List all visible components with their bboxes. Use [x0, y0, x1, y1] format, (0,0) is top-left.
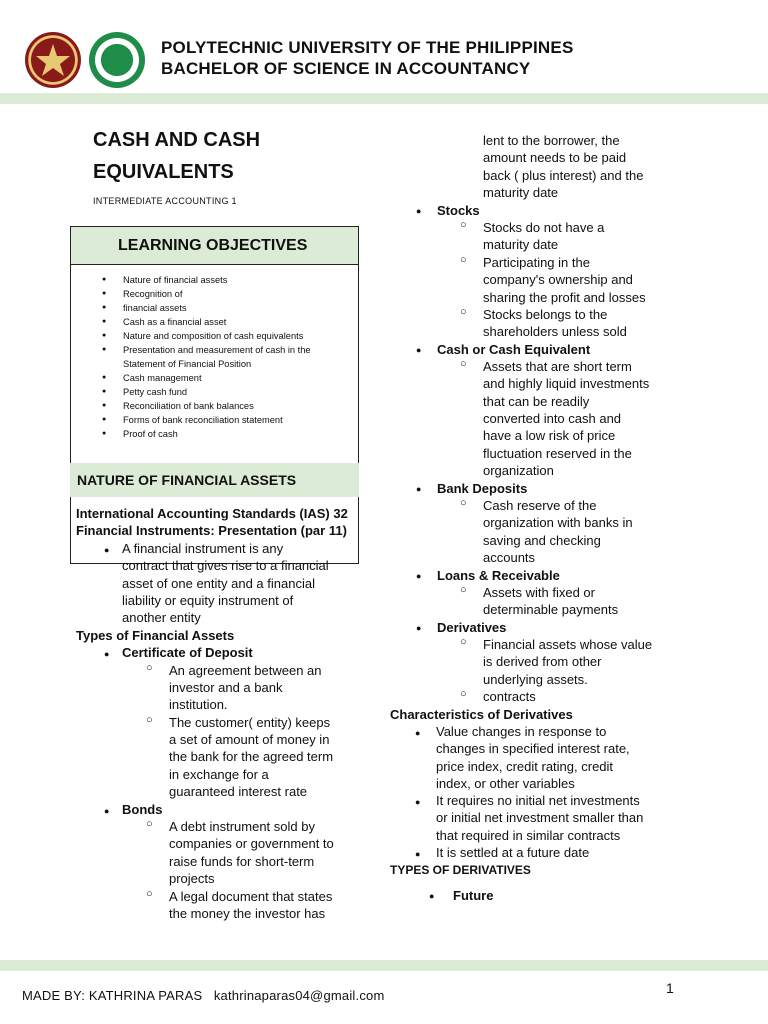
bullet-icon: ● — [416, 623, 422, 633]
bullet-icon: ● — [104, 649, 110, 659]
circle-bullet-icon: ○ — [460, 254, 467, 266]
bonds-line: companies or government to — [169, 836, 334, 851]
derivatives-line: underlying assets. — [483, 672, 588, 687]
list-item: ● Presentation and measurement of cash in the — [71, 343, 358, 357]
list-item: ● Forms of bank reconciliation statement — [71, 413, 358, 427]
learning-objectives-heading: LEARNING OBJECTIVES — [71, 227, 358, 265]
footer-divider — [0, 960, 768, 971]
list-item: ● Recognition of — [71, 287, 358, 301]
cod-line: The customer( entity) keeps — [169, 715, 331, 730]
stocks-line: sharing the profit and losses — [483, 290, 646, 305]
cash-line: that can be readily — [483, 394, 590, 409]
list-item: ● Proof of cash — [71, 427, 358, 441]
cod-line: investor and a bank — [169, 680, 283, 695]
bullet-icon: ● — [416, 206, 422, 216]
document-title-line1: CASH AND CASH — [93, 129, 261, 151]
circle-bullet-icon: ○ — [146, 662, 153, 674]
definition-line: another entity — [122, 610, 201, 625]
circle-bullet-icon: ○ — [460, 584, 467, 596]
circle-bullet-icon: ○ — [146, 818, 153, 830]
loans-line: determinable payments — [483, 602, 619, 617]
cod-line: a set of amount of money in — [169, 732, 330, 747]
characteristics-line: that required in similar contracts — [436, 828, 621, 843]
characteristics-line: Value changes in response to — [436, 724, 607, 739]
characteristics-heading: Characteristics of Derivatives — [390, 707, 573, 722]
author-email: kathrinaparas04@gmail.com — [213, 988, 385, 1003]
cod-line: the bank for the agreed term — [169, 749, 334, 764]
list-item: Statement of Financial Position — [123, 359, 252, 369]
bank-line: organization with banks in — [483, 515, 633, 530]
header-divider — [0, 93, 768, 104]
cod-line: guaranteed interest rate — [169, 784, 308, 799]
list-item: ● Petty cash fund — [71, 385, 358, 399]
bullet-icon: ● — [415, 849, 421, 859]
list-item: ● Reconciliation of bank balances — [71, 399, 358, 413]
characteristics-line: or initial net investment smaller than — [436, 810, 644, 825]
learning-objectives-list — [71, 265, 358, 441]
bonds-line: the money the investor has — [169, 906, 326, 921]
circle-bullet-icon: ○ — [146, 888, 153, 900]
program-name: BACHELOR OF SCIENCE IN ACCOUNTANCY — [161, 59, 531, 78]
bonds-cont-line: amount needs to be paid — [483, 150, 627, 165]
cash-line: have a low risk of price — [483, 428, 616, 443]
cash-line: Assets that are short term — [483, 359, 632, 374]
circle-bullet-icon: ○ — [460, 306, 467, 318]
characteristics-line: It requires no initial net investments — [436, 793, 640, 808]
loans-line: Assets with fixed or — [483, 585, 595, 600]
author-name: MADE BY: KATHRINA PARAS — [22, 988, 203, 1003]
ias-heading-line1: International Accounting Standards (IAS) 32 — [76, 506, 348, 521]
cod-line: in exchange for a — [169, 767, 269, 782]
ias-heading-line2: Financial Instruments: Presentation (par 11) — [76, 523, 347, 538]
cash-line: fluctuation reserved in the — [483, 446, 632, 461]
circle-bullet-icon: ○ — [146, 714, 153, 726]
definition-line: A financial instrument is any — [122, 541, 284, 556]
cash-line: and highly liquid investments — [483, 376, 650, 391]
course-subtitle: INTERMEDIATE ACCOUNTING 1 — [93, 196, 237, 206]
list-item: ● Nature and composition of cash equivalents — [71, 329, 358, 343]
cash-line: converted into cash and — [483, 411, 622, 426]
list-item: ● Cash as a financial asset — [71, 315, 358, 329]
cod-line: An agreement between an — [169, 663, 322, 678]
stocks-line: company's ownership and — [483, 272, 633, 287]
future-item: Future — [453, 888, 494, 903]
bullet-icon: ● — [415, 797, 421, 807]
bullet-icon: ● — [104, 806, 110, 816]
list-item: ● financial assets — [71, 301, 358, 315]
bank-deposits-heading: Bank Deposits — [437, 481, 528, 496]
characteristics-line: changes in specified interest rate, — [436, 741, 630, 756]
bullet-icon: ● — [416, 571, 422, 581]
stocks-line: maturity date — [483, 237, 559, 252]
cash-heading: Cash or Cash Equivalent — [437, 342, 591, 357]
cod-line: institution. — [169, 697, 228, 712]
circle-bullet-icon: ○ — [460, 688, 467, 700]
stocks-line: Participating in the — [483, 255, 590, 270]
types-heading: Types of Financial Assets — [76, 628, 235, 643]
bonds-line: A debt instrument sold by — [169, 819, 315, 834]
derivatives-line: is derived from other — [483, 654, 602, 669]
bank-line: accounts — [483, 550, 536, 565]
university-name: POLYTECHNIC UNIVERSITY OF THE PHILIPPINES — [161, 38, 574, 57]
circle-bullet-icon: ○ — [460, 497, 467, 509]
list-item: ● Cash management — [71, 371, 358, 385]
derivatives-heading: Derivatives — [437, 620, 507, 635]
characteristics-line: It is settled at a future date — [436, 845, 590, 860]
stocks-line: Stocks do not have a — [483, 220, 605, 235]
stocks-line: Stocks belongs to the — [483, 307, 608, 322]
list-item: ● Nature of financial assets — [71, 273, 358, 287]
bonds-line: projects — [169, 871, 215, 886]
nature-section-heading: NATURE OF FINANCIAL ASSETS — [70, 463, 359, 497]
stocks-heading: Stocks — [437, 203, 480, 218]
pup-seal-logo — [25, 32, 81, 88]
bonds-heading: Bonds — [122, 802, 163, 817]
cod-heading: Certificate of Deposit — [122, 645, 253, 660]
derivatives-line: Financial assets whose value — [483, 637, 653, 652]
footer-credit — [22, 988, 385, 1003]
definition-line: contract that gives rise to a financial — [122, 558, 329, 573]
bonds-line: raise funds for short-term — [169, 854, 315, 869]
circle-bullet-icon: ○ — [460, 636, 467, 648]
circle-bullet-icon: ○ — [460, 219, 467, 231]
stocks-line: shareholders unless sold — [483, 324, 627, 339]
definition-line: asset of one entity and a financial — [122, 576, 315, 591]
bonds-cont-line: lent to the borrower, the — [483, 133, 620, 148]
document-title-line2: EQUIVALENTS — [93, 161, 234, 183]
types-of-derivatives-heading: TYPES OF DERIVATIVES — [390, 863, 531, 877]
bullet-icon: ● — [416, 484, 422, 494]
page-number: 1 — [666, 980, 674, 996]
definition-line: liability or equity instrument of — [122, 593, 294, 608]
bsa-seal-logo — [89, 32, 145, 88]
page-header — [0, 0, 768, 100]
bonds-cont-line: maturity date — [483, 185, 559, 200]
bullet-icon: ● — [429, 891, 435, 901]
bank-line: Cash reserve of the — [483, 498, 597, 513]
bonds-line: A legal document that states — [169, 889, 333, 904]
bullet-icon: ● — [104, 545, 110, 555]
bank-line: saving and checking — [483, 533, 601, 548]
loans-heading: Loans & Receivable — [437, 568, 560, 583]
bullet-icon: ● — [416, 345, 422, 355]
bullet-icon: ● — [415, 728, 421, 738]
characteristics-line: index, or other variables — [436, 776, 575, 791]
derivatives-line: contracts — [483, 689, 536, 704]
bonds-cont-line: back ( plus interest) and the — [483, 168, 644, 183]
characteristics-line: price index, credit rating, credit — [436, 759, 614, 774]
cash-line: organization — [483, 463, 554, 478]
circle-bullet-icon: ○ — [460, 358, 467, 370]
